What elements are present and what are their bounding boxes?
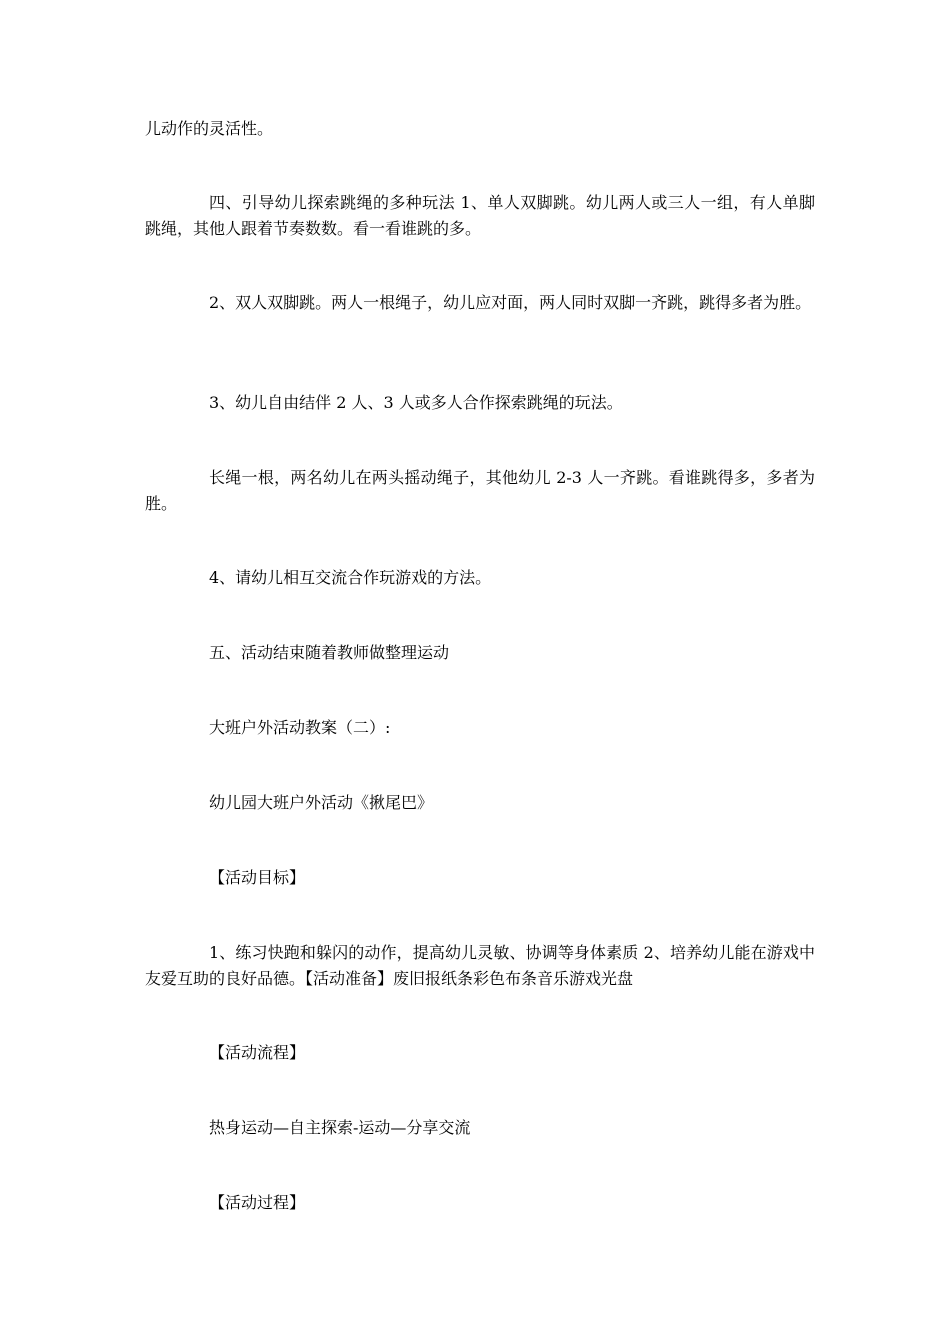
paragraph-long-rope: 长绳一根，两名幼儿在两头摇动绳子，其他幼儿 2-3 人一齐跳。看谁跳得多，多者为胜。 (145, 468, 815, 513)
heading-activity-process: 【活动过程】 (209, 1193, 306, 1212)
paragraph-continuation: 儿动作的灵活性。 (145, 119, 274, 138)
activity-title: 幼儿园大班户外活动《揪尾巴》 (209, 793, 434, 812)
paragraph-section-four: 四、引导幼儿探索跳绳的多种玩法 1、单人双脚跳。幼儿两人或三人一组，有人单脚跳绳，其他人跟着节奏数数。看一看谁跳的多。 (145, 193, 815, 238)
paragraph-exchange: 4、请幼儿相互交流合作玩游戏的方法。 (209, 568, 492, 587)
paragraph-free-partner: 3、幼儿自由结伴 2 人、3 人或多人合作探索跳绳的玩法。 (209, 393, 623, 412)
lesson-plan-title: 大班户外活动教案（二）: (209, 718, 391, 737)
paragraph-double-jump: 2、双人双脚跳。两人一根绳子，幼儿应对面，两人同时双脚一齐跳，跳得多者为胜。 (209, 293, 812, 312)
heading-activity-flow: 【活动流程】 (209, 1043, 306, 1062)
heading-activity-goals: 【活动目标】 (209, 868, 306, 887)
paragraph-section-five: 五、活动结束随着教师做整理运动 (209, 643, 450, 662)
paragraph-flow: 热身运动—自主探索-运动—分享交流 (209, 1118, 471, 1137)
paragraph-goals: 1、练习快跑和躲闪的动作，提高幼儿灵敏、协调等身体素质 2、培养幼儿能在游戏中友爱互助的良好品德。【活动准备】废旧报纸条彩色布条音乐游戏光盘 (145, 943, 815, 988)
